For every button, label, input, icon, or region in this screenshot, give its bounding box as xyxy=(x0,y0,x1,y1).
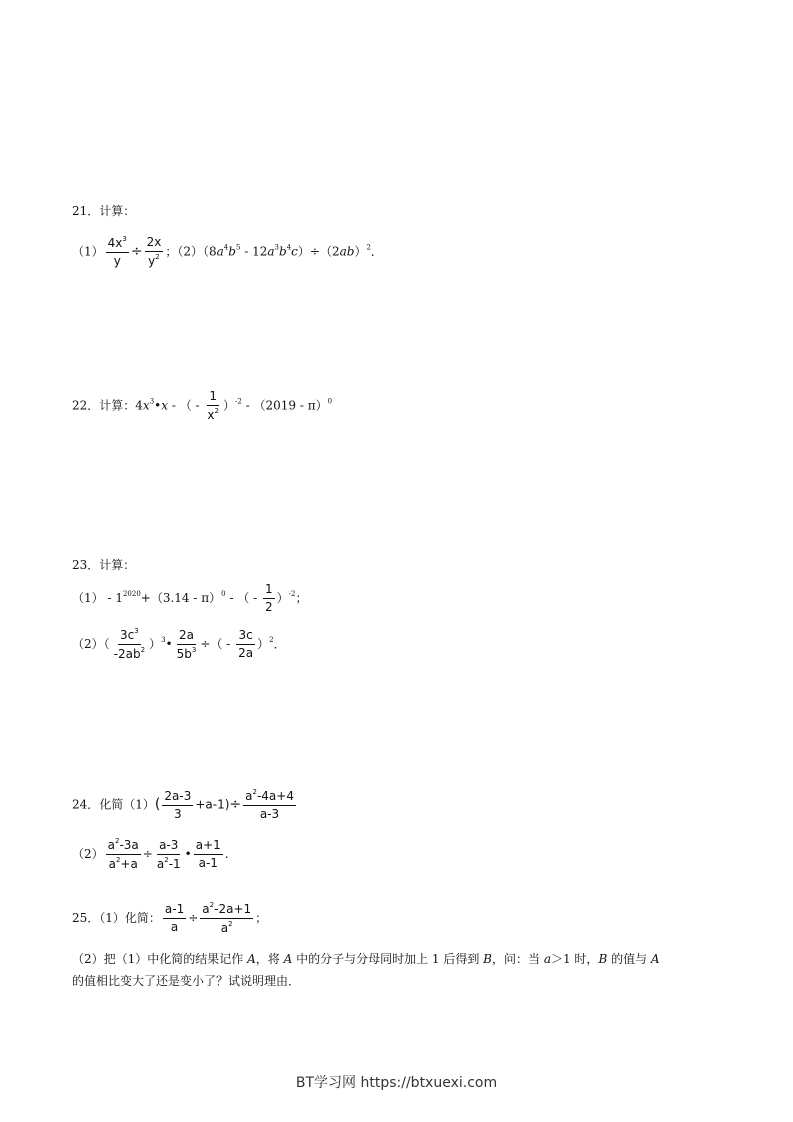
q25-part2-line2 xyxy=(72,975,300,987)
q22-var-x: x xyxy=(142,398,150,413)
q24-g3-den: a-1 xyxy=(198,856,218,871)
q21-var-b2: b xyxy=(279,244,287,259)
q25-var-B2: B xyxy=(598,952,608,966)
q21-separator: ； xyxy=(165,244,178,259)
q23-p2-fraction-2 xyxy=(175,629,199,661)
q21-var-c: c xyxy=(291,244,298,259)
q23-p1-exp2: -2 xyxy=(288,590,296,599)
q21-f2-num: 2x xyxy=(145,236,164,252)
q25-fraction-1 xyxy=(163,903,186,934)
q25-var-A3: A xyxy=(650,952,660,966)
q25-p2-text-d: ，问：当 xyxy=(492,952,544,966)
q25-f2-rest: -2a+1 xyxy=(214,902,252,916)
q23-p2-f1-num-exp: 3 xyxy=(134,627,139,635)
q23-p2-f1-den: -2ab xyxy=(113,647,141,662)
q24-g-fraction-1 xyxy=(106,838,141,871)
q21-fraction-2 xyxy=(145,236,164,268)
q22-rest: - （2019 - π） xyxy=(241,398,328,413)
q21-var-b: b xyxy=(228,244,236,259)
q24-open: ( xyxy=(154,796,161,813)
q25-f2-den-exp: 2 xyxy=(228,920,233,929)
q24-g2-den-a: a xyxy=(156,856,165,871)
q24-g2-den-rest: -1 xyxy=(168,856,181,871)
q23-part2 xyxy=(72,628,286,661)
q24-g-end: . xyxy=(224,847,229,862)
q21-exp-3: 3 xyxy=(274,243,279,252)
q23-p2-close2: ） xyxy=(257,637,270,652)
q21-exp-2: 5 xyxy=(235,243,241,252)
q23-p2-close: ） xyxy=(149,637,162,652)
q25-f2-exp: 2 xyxy=(209,901,215,909)
q25-p2-text-f: 的值与 xyxy=(607,952,651,966)
q21-fraction-1 xyxy=(106,236,129,268)
q22-f-num: 1 xyxy=(207,390,219,406)
q25-p2-text-e: ＞1 时， xyxy=(550,952,599,966)
q23-p2-label: （2）（ xyxy=(72,637,110,652)
q21-exp-4: 4 xyxy=(286,243,292,252)
q22-close: ） xyxy=(222,398,235,413)
q24-f2-rest: -4a+4 xyxy=(256,789,294,803)
q23-p2-f1-den-exp: 2 xyxy=(140,646,146,655)
q21-title xyxy=(72,205,135,217)
q21-divide-2: ）÷（2 xyxy=(297,244,340,259)
q24-g2-den-exp: 2 xyxy=(164,855,169,864)
q24-g-fraction-3 xyxy=(194,839,223,870)
q23-p2-fraction-1 xyxy=(112,628,147,661)
q23-p1-f-num: 1 xyxy=(263,583,275,599)
q21-exp-outer: 2 xyxy=(366,243,371,252)
q25-f2-den-a: a xyxy=(220,921,229,936)
q23-p2-open2: （ - xyxy=(210,637,235,652)
q23-p1-fraction xyxy=(263,583,275,614)
q24-fraction-2 xyxy=(243,789,296,821)
q21-part2-label: （2）（8 xyxy=(177,244,217,259)
q24-f2-den: a-3 xyxy=(259,807,280,822)
q24-p2-label: （2） xyxy=(72,847,104,862)
q22-minus-open: - （ - xyxy=(168,398,204,413)
q23-p1-label: （1） - 1 xyxy=(72,591,123,606)
q25-p2-text-line2: 的值相比变大了还是变小了？试说明理由． xyxy=(72,974,301,988)
q21-minus: - 12 xyxy=(240,244,268,259)
q23-p2-f2-num: 2a xyxy=(177,629,196,645)
q25-p2-text-c: 中的分子与分母同时加上 1 后得到 xyxy=(292,952,484,966)
q23-p2-fraction-3 xyxy=(236,629,255,660)
q25-p2-text-b: ，将 xyxy=(255,952,284,966)
q23-p1-mid2: - （ - xyxy=(225,591,261,606)
q24-g1-den-exp: 2 xyxy=(115,856,121,865)
q23-p2-exp2: 2 xyxy=(269,636,274,645)
q25-part1 xyxy=(72,902,267,935)
q24-f1-num: 2a-3 xyxy=(162,790,193,806)
q25-part2-line1 xyxy=(72,953,660,965)
footer-watermark: BT学习网 https://btxuexi.com xyxy=(295,1075,498,1091)
q23-p1-f-den: 2 xyxy=(265,600,273,615)
q23-title-text: 23．计算： xyxy=(72,558,136,572)
q24-f1-den: 3 xyxy=(174,806,182,821)
q24-plus: +a-1) xyxy=(195,797,230,812)
q21-end: ． xyxy=(370,244,383,259)
q24-g-div: ÷ xyxy=(142,847,153,862)
q23-p2-f1-num: 3c xyxy=(119,628,135,642)
q23-p2-dot: • xyxy=(165,637,173,652)
q22-f-den: x xyxy=(207,408,215,423)
q24-g1-exp: 2 xyxy=(115,837,120,845)
q23-p2-f3-num: 3c xyxy=(236,629,254,645)
q24-g1-rest: -3a xyxy=(119,838,139,852)
q23-p2-f2-den: 5b xyxy=(176,646,192,661)
q23-p2-f3-den: 2a xyxy=(238,646,254,661)
q21-f1-num-exp: 3 xyxy=(122,235,127,243)
q24-g1-a: a xyxy=(107,838,115,852)
q22-expression xyxy=(72,390,332,422)
q24-g3-num: a+1 xyxy=(194,839,223,855)
q22-f-den-exp: 2 xyxy=(214,407,219,416)
q21-f1-den: y xyxy=(113,254,121,269)
q21-part1-label: （1） xyxy=(72,244,104,259)
q21-f1-num: 4x xyxy=(107,236,123,250)
q25-p2-text-a: （2）把（1）中化简的结果记作 xyxy=(72,952,248,966)
q24-prefix: 24．化简（1） xyxy=(72,797,155,812)
q21-expression xyxy=(72,236,383,268)
q21-f2-den-exp: 2 xyxy=(155,253,160,262)
q23-p2-f2-den-exp: 3 xyxy=(191,645,197,654)
q24-fraction-1 xyxy=(162,790,193,821)
q24-g1-den-rest: +a xyxy=(120,857,138,872)
q24-part1 xyxy=(72,789,298,821)
q23-p1-close: ） xyxy=(276,591,289,606)
q25-f1-num: a-1 xyxy=(163,903,186,919)
q23-p2-end: ． xyxy=(273,637,286,652)
q22-dot: • xyxy=(154,398,162,413)
q22-exp-3: 3 xyxy=(149,397,155,406)
q22-exp-0: 0 xyxy=(327,397,333,406)
q23-title xyxy=(72,559,135,571)
q24-part2 xyxy=(72,838,229,871)
q23-p2-exp3: 3 xyxy=(161,636,166,645)
q21-var-a: a xyxy=(216,244,224,259)
q21-exp-1: 4 xyxy=(223,243,229,252)
q23-p1-exp: 2020 xyxy=(122,590,141,599)
q25-var-a: a xyxy=(543,952,551,966)
q23-p1-exp0: 0 xyxy=(221,590,226,599)
q21-divide: ÷ xyxy=(130,243,143,260)
q21-var-ab: ab xyxy=(339,244,355,259)
q21-close: ） xyxy=(354,244,367,259)
q25-f1-den: a xyxy=(170,920,179,935)
q23-p1-mid: +（3.14 - π） xyxy=(140,591,222,606)
q24-g-dot: • xyxy=(184,847,192,862)
q23-p2-div: ÷ xyxy=(200,637,211,652)
q24-f2-exp: 2 xyxy=(252,788,257,796)
q23-p1-end: ； xyxy=(295,591,308,606)
q21-title-text: 21．计算： xyxy=(72,204,136,218)
q25-var-B1: B xyxy=(483,952,492,966)
q23-part1 xyxy=(72,583,308,614)
q25-end: ； xyxy=(255,911,268,926)
q22-prefix: 22．计算：4 xyxy=(72,398,143,413)
q22-exp-neg2: -2 xyxy=(234,397,242,406)
q25-prefix: 25．（1）化简： xyxy=(72,911,161,926)
q24-g1-den-a: a xyxy=(108,857,116,872)
q25-var-A1: A xyxy=(247,952,256,966)
q24-f2-a: a xyxy=(245,789,253,803)
q22-var-x2: x xyxy=(161,398,169,413)
q25-div: ÷ xyxy=(188,911,199,926)
q25-fraction-2 xyxy=(200,902,253,935)
q21-f2-den: y xyxy=(148,254,156,269)
q25-f2-a: a xyxy=(202,902,210,916)
q21-var-a2: a xyxy=(267,244,275,259)
q24-div: ÷ xyxy=(229,796,242,813)
q22-fraction xyxy=(205,390,221,422)
q25-var-A2: A xyxy=(283,952,293,966)
q24-g2-num: a-3 xyxy=(157,839,180,855)
q24-g-fraction-2 xyxy=(155,839,183,871)
